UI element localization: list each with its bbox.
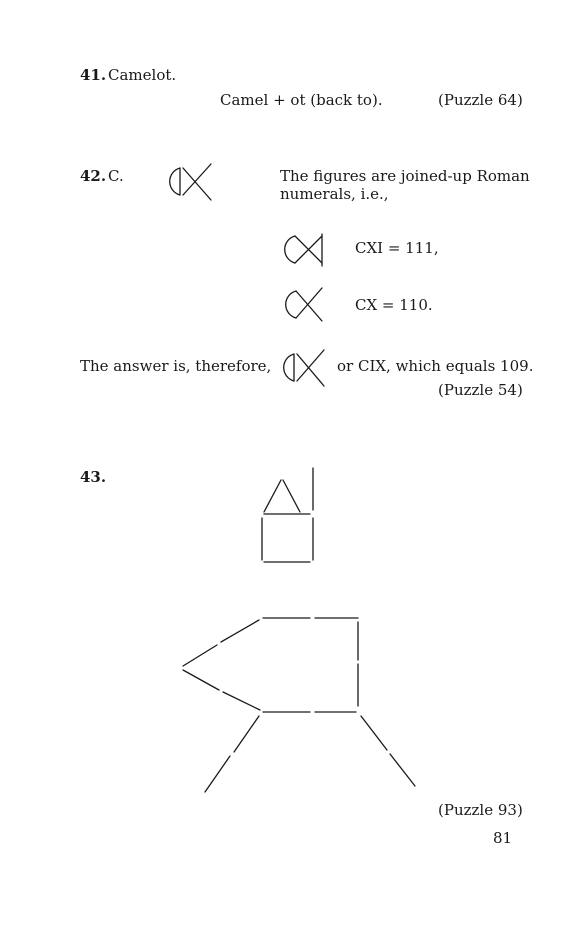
entry-42-explanation-line2: numerals, i.e.,: [280, 185, 389, 203]
entry-41-number: 41.: [80, 66, 107, 84]
entry-42-answer: C.: [108, 167, 124, 185]
cix-figure-inline: [278, 346, 338, 390]
answer-prefix: The answer is, therefore,: [80, 357, 272, 375]
entry-42-puzzle-ref: (Puzzle 54): [438, 381, 523, 399]
page-number: 81: [493, 829, 513, 847]
equation-cxi: CXI = 111,: [355, 239, 439, 257]
entry-41-puzzle-ref: (Puzzle 64): [438, 91, 523, 109]
matchstick-animal-figure: [175, 610, 435, 790]
matchstick-house-figure: [250, 460, 330, 570]
answer-suffix: or CIX, which equals 109.: [337, 357, 534, 375]
entry-42-number: 42.: [80, 167, 107, 185]
entry-43-number: 43.: [80, 468, 107, 486]
entry-43-puzzle-ref: (Puzzle 93): [438, 801, 523, 819]
equation-cx: CX = 110.: [355, 296, 433, 314]
cxi-figure: [278, 228, 338, 272]
entry-41-answer: Camelot.: [108, 66, 177, 84]
cix-figure: [163, 160, 223, 204]
entry-41-explanation: Camel + ot (back to).: [220, 91, 383, 109]
cx-figure: [278, 283, 338, 327]
entry-42-explanation-line1: The figures are joined-up Roman: [280, 167, 530, 185]
